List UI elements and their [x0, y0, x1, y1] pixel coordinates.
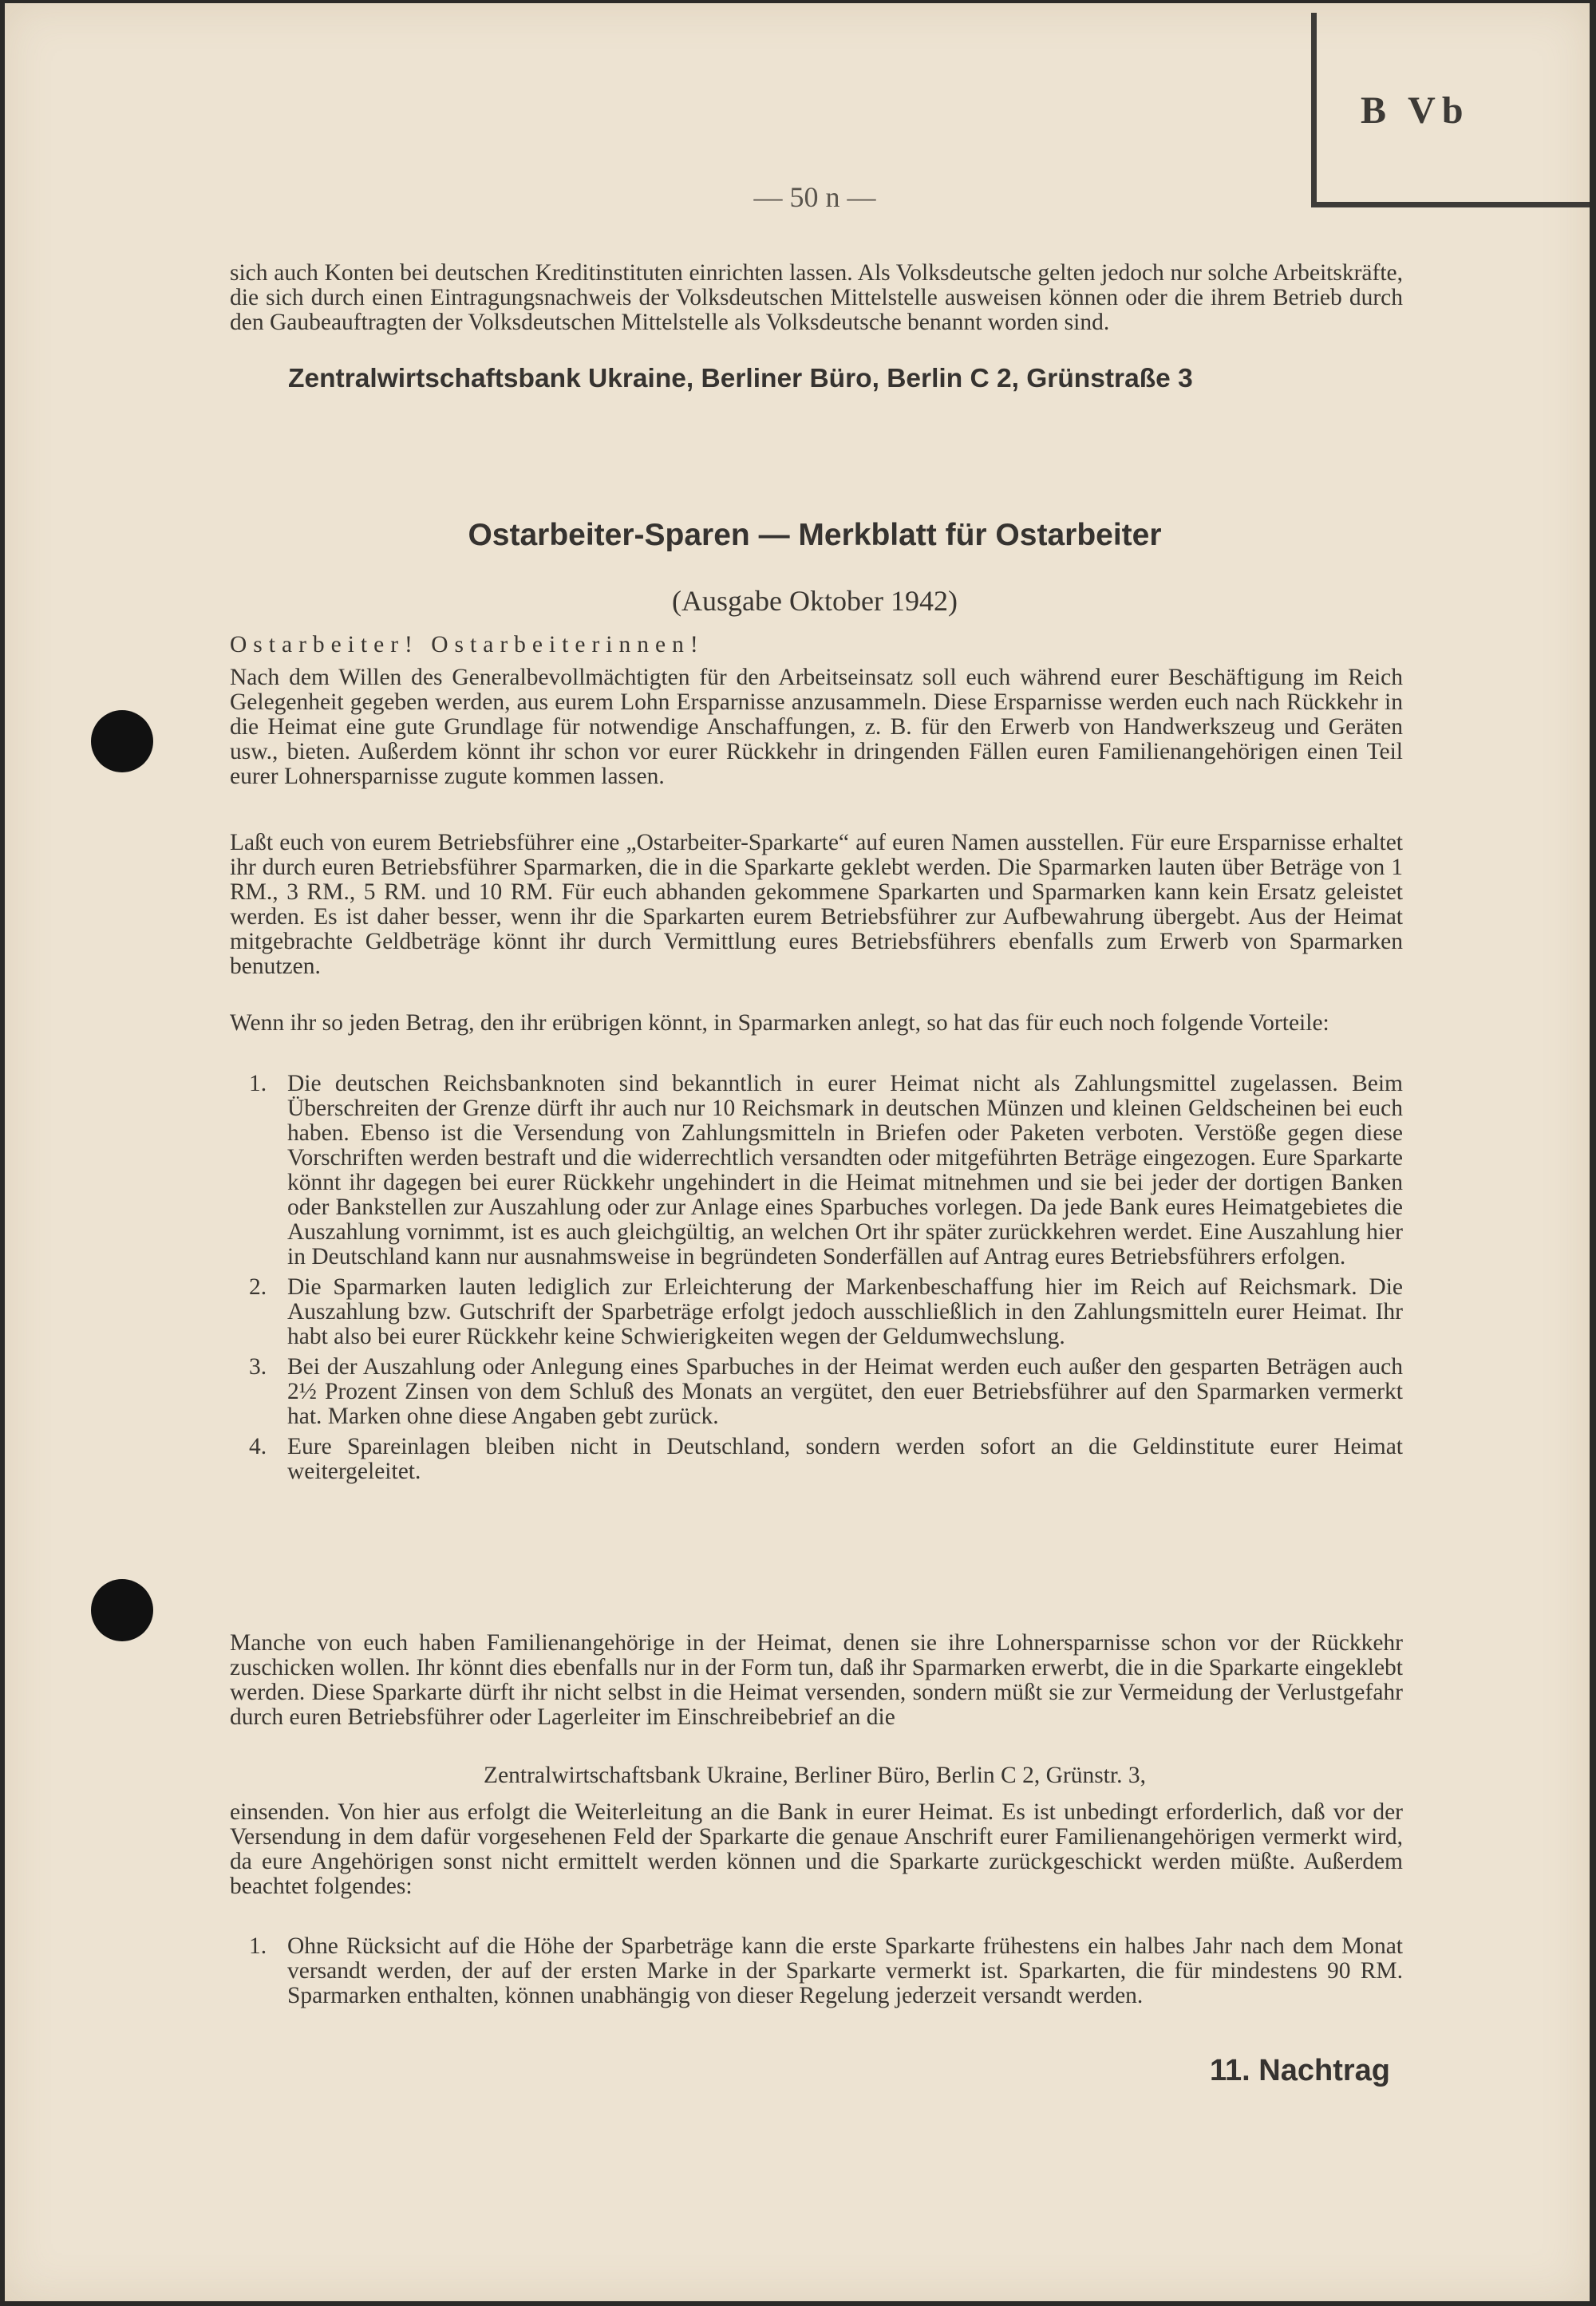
document-page [5, 3, 1590, 2301]
section-label-box [1311, 13, 1590, 207]
bank-address-line: Zentralwirtschaftsbank Ukraine, Berliner Büro, Berlin C 2, Grünstr. 3, [484, 1763, 1146, 1788]
list-item [230, 1275, 1403, 1349]
paragraph-text: Manche von euch haben Familienangehörige in der Heimat, denen sie ihre Lohnersparnisse schon vor der Rückkehr zuschicken wollen. Ihr könnt dies ebenfalls nur in der Form tun, daß ihr Sparmarken erwerbt, die in die Sparkarte eingeklebt werden. Diese Sparkarte dürft ihr nicht selbst in die Heimat versenden, sondern müßt sie zur Vermeidung der Verlustgefahr durch euren Betriebsführer oder Lagerleiter im Einschreibebrief an die [230, 1630, 1403, 1730]
punch-hole [91, 1579, 153, 1641]
list-item [230, 1934, 1403, 2008]
list-text: Die Sparmarken lauten lediglich zur Erleichterung der Markenbeschaffung hier im Reich auf Reichsmark. Die Auszahlung bzw. Gutschrift der Sparbeträge erfolgt jedoch ausschließlich in den Zahlungsmitteln eurer Heimat. Ihr habt also bei eurer Rückkehr keine Schwierigkeiten wegen der Geldumwechslung. [287, 1274, 1403, 1349]
bank-address-bold: Zentralwirtschaftsbank Ukraine, Berliner Büro, Berlin C 2, Grünstraße 3 [288, 364, 1193, 393]
paragraph-3 [230, 1011, 1403, 1036]
paragraph-text: Wenn ihr so jeden Betrag, den ihr erübrigen könnt, in Sparmarken anlegt, so hat das für euch noch folgende Vorteile: [230, 1010, 1329, 1036]
list-text: Bei der Auszahlung oder Anlegung eines Sparbuches in der Heimat werden euch außer den gesparten Beträgen auch 2½ Prozent Zinsen von dem Schluß des Monats an vergütet, den euer Betriebsführer auf den Sparmarken vermerkt hat. Marken ohne diese Angaben gebt zurück. [287, 1354, 1403, 1429]
list-number: 4. [249, 1434, 267, 1459]
rules-list [230, 1934, 1403, 2008]
list-text: Ohne Rücksicht auf die Höhe der Sparbeträge kann die erste Sparkarte frühestens ein halbes Jahr nach dem Monat versandt werden, der auf der ersten Marke in der Sparkarte vermerkt ist. Sparkarten, die für mindestens 90 RM. Sparmarken enthalten, können unabhängig von dieser Regelung jederzeit versandt werden. [287, 1933, 1403, 2008]
page-number: — 50 n — [753, 181, 876, 213]
list-number: 3. [249, 1354, 267, 1380]
edition-subtitle: (Ausgabe Oktober 1942) [672, 585, 958, 617]
paragraph-text: Nach dem Willen des Generalbevollmächtigten für den Arbeitseinsatz soll euch während eurer Beschäftigung im Reich Gelegenheit gegeben werden, aus eurem Lohn Ersparnisse anzusammeln. Diese Ersparnisse werden euch nach Rückkehr in die Heimat eine gute Grundlage für notwendige Anschaffungen, z. B. für den Erwerb von Handwerkszeug und Geräten usw., bieten. Außerdem könnt ihr schon vor eurer Rückkehr in dringenden Fällen euren Familienangehörigen einen Teil eurer Lohnersparnisse zugute kommen lassen. [230, 665, 1403, 789]
section-label: B Vb [1361, 89, 1470, 132]
list-number: 1. [249, 1071, 267, 1096]
family-paragraph [230, 1631, 1403, 1730]
list-number: 2. [249, 1274, 267, 1300]
paragraph-2 [230, 831, 1403, 979]
list-text: Die deutschen Reichsbanknoten sind bekanntlich in eurer Heimat nicht als Zahlungsmittel zugelassen. Beim Überschreiten der Grenze dürft ihr auch nur 10 Reichsmark in deutschen Münzen und kleinen Geldscheinen bei euch haben. Ebenso ist die Versendung von Zahlungsmitteln in Briefen oder Paketen verboten. Verstöße gegen diese Vorschriften werden bestraft und die widerrechtlich versandten oder mitgeführten Beträge eingezogen. Eure Sparkarte könnt ihr dagegen bei eurer Rückkehr ungehindert in die Heimat mitnehmen und sie bei jeder der dortigen Banken oder Bankstellen zur Auszahlung oder zur Anlage eines Sparbuches vorlegen. Da jede Bank eures Heimatgebietes die Auszahlung vornimmt, ist es auch gleichgültig, an welchen Ort ihr später zurückkehren werdet. Eine Auszahlung hier in Deutschland kann nur ausnahmsweise in begründeten Sonderfällen auf Antrag eures Betriebsführers erfolgen. [287, 1071, 1403, 1269]
list-number: 1. [249, 1933, 267, 1959]
punch-hole [91, 710, 153, 772]
supplement-label: 11. Nachtrag [1210, 2054, 1390, 2087]
list-item [230, 1355, 1403, 1429]
paragraph-text: einsenden. Von hier aus erfolgt die Weiterleitung an die Bank in eurer Heimat. Es ist unbedingt erforderlich, daß vor der Versendung in dem dafür vorgesehenen Feld der Sparkarte die genaue Anschrift eurer Familienangehörigen vermerkt wird, da eure Angehörigen sonst nicht ermittelt werden können und die Sparkarte zurückgeschickt werden müßte. Außerdem beachtet folgendes: [230, 1799, 1403, 1899]
salutation: Ostarbeiter! Ostarbeiterinnen! [230, 632, 705, 657]
intro-text: sich auch Konten bei deutschen Kreditinstituten einrichten lassen. Als Volksdeutsche gelten jedoch nur solche Arbeitskräfte, die sich durch einen Eintragungsnachweis der Volksdeutschen Mittelstelle ausweisen können oder die ihrem Betrieb durch den Gaubeauftragten der Volksdeutschen Mittelstelle als Volksdeutsche benannt worden sind. [230, 260, 1403, 335]
advantages-list [230, 1072, 1403, 1484]
list-item [230, 1072, 1403, 1269]
paragraph-1 [230, 665, 1403, 789]
document-title: Ostarbeiter-Sparen — Merkblatt für Ostarbeiter [468, 518, 1162, 552]
list-text: Eure Spareinlagen bleiben nicht in Deutschland, sondern werden sofort an die Geldinstitute eurer Heimat weitergeleitet. [287, 1434, 1403, 1484]
paragraph-text: Laßt euch von eurem Betriebsführer eine „Ostarbeiter-Sparkarte“ auf euren Namen ausstellen. Für eure Ersparnisse erhaltet ihr durch euren Betriebsführer Sparmarken, die in die Sparkarte geklebt werden. Die Sparmarken lauten über Beträge von 1 RM., 3 RM., 5 RM. und 10 RM. Für euch abhanden gekommene Sparkarten und Sparmarken kann kein Ersatz geleistet werden. Es ist daher besser, wenn ihr die Sparkarten eurem Betriebsführer zur Aufbewahrung übergebt. Aus der Heimat mitgebrachte Geldbeträge könnt ihr durch Vermittlung eures Betriebsführers ebenfalls zum Erwerb von Sparmarken benutzen. [230, 830, 1403, 979]
send-paragraph [230, 1800, 1403, 1899]
intro-paragraph [230, 261, 1403, 335]
list-item [230, 1435, 1403, 1484]
